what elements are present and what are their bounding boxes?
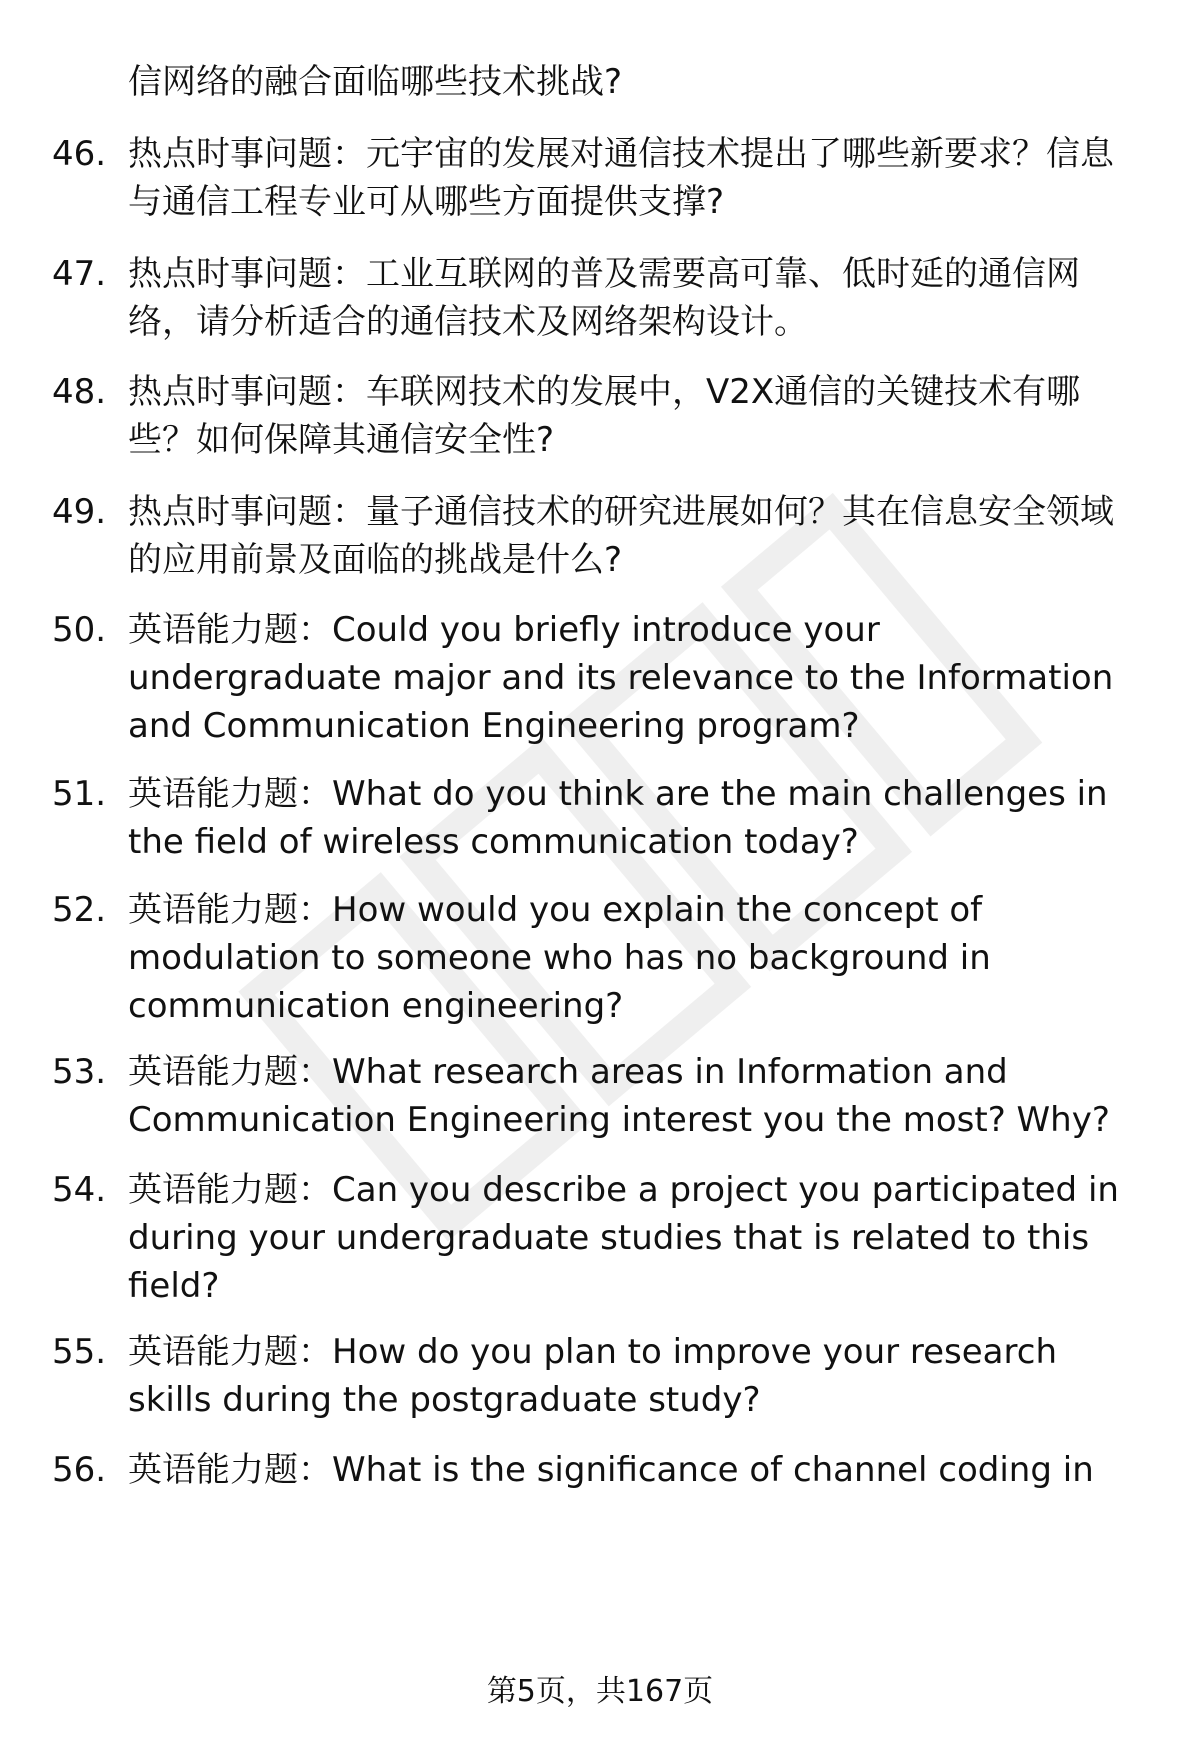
- list-item: [52, 1328, 1152, 1424]
- item-number: 48.: [52, 372, 107, 412]
- item-text: 英语能力题：How would you explain the concept of modulation to someone who has no background in communication engineering?: [128, 890, 991, 1026]
- item-number: 53.: [52, 1052, 107, 1092]
- item-text: 英语能力题：What is the significance of channel coding in: [128, 1450, 1094, 1490]
- list-item: [52, 130, 1152, 226]
- item-text: 英语能力题：Can you describe a project you participated in during your undergraduate studies that is related to this field?: [128, 1170, 1119, 1306]
- item-number: 55.: [52, 1332, 107, 1372]
- item-text: 英语能力题：How do you plan to improve your research skills during the postgraduate study?: [128, 1332, 1057, 1420]
- item-text: 英语能力题：What research areas in Information and Communication Engineering interest you the most? Why?: [128, 1052, 1110, 1140]
- item-number: 49.: [52, 492, 107, 532]
- list-item: [52, 606, 1152, 750]
- item-text: 英语能力题：Could you briefly introduce your undergraduate major and its relevance to the Information and Communication Engineering program?: [128, 610, 1114, 746]
- item-number: 46.: [52, 134, 107, 174]
- item-number: 50.: [52, 610, 107, 650]
- item-number: 47.: [52, 254, 107, 294]
- list-item: [52, 488, 1152, 584]
- list-item: [52, 250, 1152, 346]
- item-number: 56.: [52, 1450, 107, 1490]
- continuation-text: 信网络的融合面临哪些技术挑战?: [128, 62, 623, 102]
- item-text: 热点时事问题：元宇宙的发展对通信技术提出了哪些新要求？信息与通信工程专业可从哪些方面提供支撑?: [128, 134, 1114, 222]
- item-number: 51.: [52, 774, 107, 814]
- list-item: [52, 1446, 1152, 1494]
- list-item: [52, 770, 1152, 866]
- item-text: 热点时事问题：量子通信技术的研究进展如何？其在信息安全领域的应用前景及面临的挑战是什么?: [128, 492, 1114, 580]
- page-footer: 第5页，共167页: [486, 1674, 714, 1709]
- item-text: 热点时事问题：车联网技术的发展中，V2X通信的关键技术有哪些？如何保障其通信安全性?: [128, 372, 1081, 460]
- watermark: [150, 480, 1100, 1280]
- list-item: [52, 886, 1152, 1030]
- item-text: 热点时事问题：工业互联网的普及需要高可靠、低时延的通信网络，请分析适合的通信技术及网络架构设计。: [128, 254, 1080, 342]
- list-item: [52, 1048, 1152, 1144]
- list-item: [52, 368, 1152, 464]
- list-item: [52, 1166, 1152, 1310]
- item-number: 54.: [52, 1170, 107, 1210]
- item-text: 英语能力题：What do you think are the main challenges in the field of wireless communication today?: [128, 774, 1108, 862]
- item-number: 52.: [52, 890, 107, 930]
